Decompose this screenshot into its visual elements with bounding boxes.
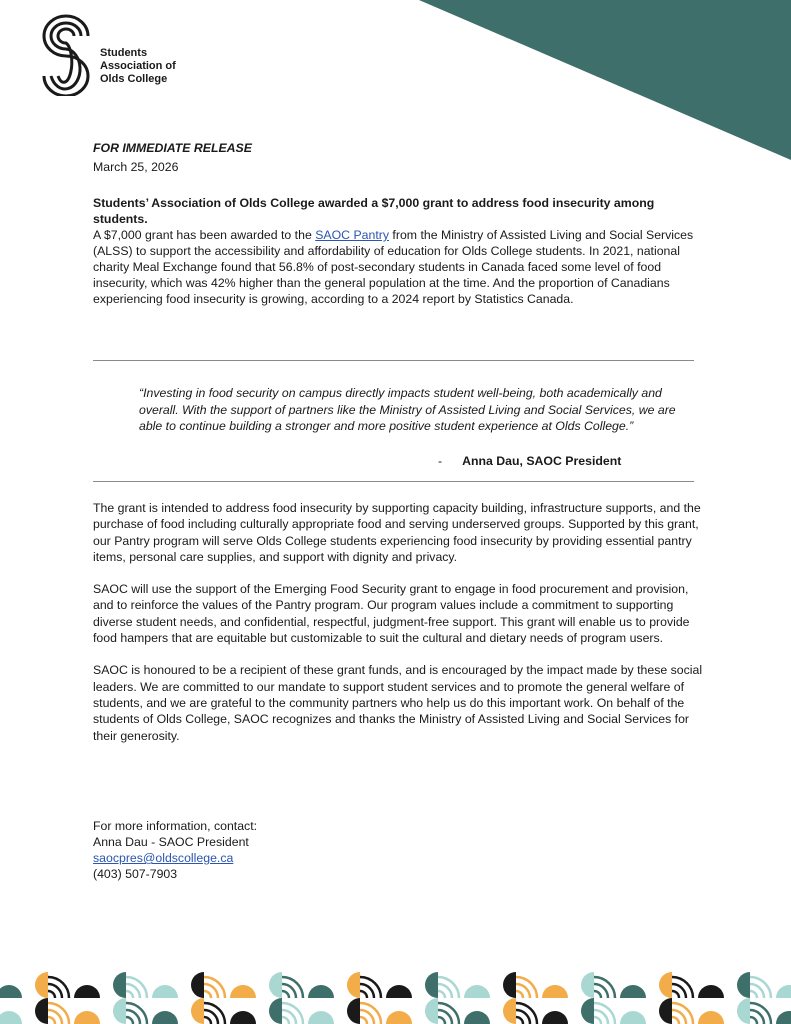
pattern-tile: [516, 977, 537, 998]
release-label: FOR IMMEDIATE RELEASE: [93, 141, 252, 155]
contact-heading: For more information, contact:: [93, 819, 258, 833]
pattern-tile: [360, 977, 381, 998]
pattern-tile: [191, 998, 204, 1024]
pattern-tile: [438, 977, 459, 998]
pattern-tile: [659, 972, 672, 998]
pattern-tile: [737, 998, 750, 1024]
organization-name: [100, 47, 176, 86]
body-paragraph: The grant is intended to address food insecurity by supporting capacity building, infrastructure supports, and the purchase of food including culturally appropriate food and serving underserved groups. Supported by this grant, our Pantry program will serve Olds College students experiencing food insecurity by providing essential pantry items, personal care supplies, and support with dignity and privacy.: [93, 501, 701, 564]
contact-name: Anna Dau - SAOC President: [93, 835, 249, 849]
pattern-tile: [152, 985, 178, 998]
quote-dash: -: [438, 454, 443, 468]
pattern-tile: [230, 985, 256, 998]
pattern-tile: [0, 985, 22, 998]
pattern-tile: [594, 1003, 615, 1024]
contact-block: [93, 818, 257, 882]
pattern-tile: [0, 1011, 22, 1024]
headline: Students’ Association of Olds College awarded a $7,000 grant to address food insecurity among students.: [93, 196, 655, 226]
pattern-tile: [230, 1011, 256, 1024]
pattern-tile: [269, 998, 282, 1024]
quote-attribution: [438, 454, 621, 468]
divider-bottom: [93, 481, 694, 482]
pattern-tile: [269, 972, 282, 998]
pattern-tile: [776, 1011, 791, 1024]
pattern-tile: [386, 985, 412, 998]
pattern-tile: [386, 1011, 412, 1024]
intro-after-link: from the Ministry of Assisted Living and Social Services (ALSS) to support the accessibility and affordability of education for Olds College students. In 2021, national charity Meal Exchange found that 56.8% of post-secondary students in Canada faced some level of food insecurity, which was 42% higher than the general population at the time. And the proportion of Canadians experiencing food insecurity is growing, according to a 2024 report by Statistics Canada.: [93, 228, 694, 306]
pattern-tile: [750, 1003, 771, 1024]
saoc-logo-icon: [38, 14, 94, 96]
contact-email-link[interactable]: saocpres@oldscollege.ca: [93, 851, 234, 865]
pattern-tile: [581, 972, 594, 998]
pattern-tile: [516, 1003, 537, 1024]
pattern-tile: [659, 998, 672, 1024]
pattern-tile: [750, 977, 771, 998]
pattern-tile: [594, 977, 615, 998]
corner-decoration: [419, 0, 791, 160]
organization-name-line: Students: [100, 47, 148, 59]
pattern-tile: [113, 998, 126, 1024]
pattern-tile: [48, 1003, 69, 1024]
pattern-tile: [776, 985, 791, 998]
pattern-tile: [35, 972, 48, 998]
pattern-tile: [542, 1011, 568, 1024]
pattern-tile: [74, 1011, 100, 1024]
pattern-tile: [113, 972, 126, 998]
pattern-tile: [308, 985, 334, 998]
pattern-tile: [191, 972, 204, 998]
pattern-tile: [620, 1011, 646, 1024]
quote-text: “Investing in food security on campus directly impacts student well-being, both academically and overall. With the support of partners like the Ministry of Assisted Living and Social Services, we are able to continue building a stronger and more positive student experience at Olds College.”: [139, 386, 676, 433]
intro-paragraph: [93, 227, 705, 307]
pattern-tile: [425, 972, 438, 998]
pattern-tile: [425, 998, 438, 1024]
pattern-tile: [503, 972, 516, 998]
pattern-tile: [542, 985, 568, 998]
pattern-tile: [126, 977, 147, 998]
footer-pattern: [0, 972, 791, 1024]
body-paragraph: SAOC will use the support of the Emerging Food Security grant to engage in food procurement and provision, and to reinforce the values of the Pantry program. Our program values include a commitment to supporting diverse student needs, and confidential, respectful, judgment-free support. This grant will enable us to provide food hampers that are equitable but customizable to suit the cultural and dietary needs of program users.: [93, 582, 690, 646]
pattern-tile: [282, 1003, 303, 1024]
pattern-tile: [204, 1003, 225, 1024]
pattern-tile: [464, 985, 490, 998]
saoc-pantry-link[interactable]: SAOC Pantry: [315, 228, 390, 242]
intro-before-link: A $7,000 grant has been awarded to the: [93, 228, 316, 242]
pattern-tile: [74, 985, 100, 998]
pattern-tile: [126, 1003, 147, 1024]
pattern-tile: [672, 977, 693, 998]
pattern-tile: [464, 1011, 490, 1024]
pattern-tile: [347, 998, 360, 1024]
pattern-tile: [698, 985, 724, 998]
pattern-tile: [308, 1011, 334, 1024]
pattern-tile: [48, 977, 69, 998]
pattern-tile: [360, 1003, 381, 1024]
release-date: March 25, 2026: [93, 160, 179, 174]
pattern-tile: [737, 972, 750, 998]
pattern-tile: [672, 1003, 693, 1024]
contact-phone: (403) 507-7903: [93, 867, 178, 881]
body-paragraph: SAOC is honoured to be a recipient of these grant funds, and is encouraged by the impact made by these social leaders. We are committed to our mandate to support student services and to promote the general welfare of students, and we are grateful to the community partners who help us do this important work. On behalf of the students of Olds College, SAOC recognizes and thanks the Ministry of Assisted Living and Social Services for their generosity.: [93, 663, 703, 743]
pattern-tile: [698, 1011, 724, 1024]
pattern-tile: [152, 1011, 178, 1024]
organization-name-line: Olds College: [100, 73, 168, 85]
pattern-tile: [438, 1003, 459, 1024]
body-section: [93, 500, 705, 760]
pattern-tile: [204, 977, 225, 998]
pattern-tile: [620, 985, 646, 998]
pattern-tile: [35, 998, 48, 1024]
release-header: [93, 140, 705, 307]
quote-author: Anna Dau, SAOC President: [462, 454, 622, 468]
pattern-tile: [282, 977, 303, 998]
pattern-tile: [581, 998, 594, 1024]
pattern-tile: [347, 972, 360, 998]
divider-top: [93, 360, 694, 361]
pattern-tile: [503, 998, 516, 1024]
organization-name-line: Association of: [100, 60, 176, 72]
